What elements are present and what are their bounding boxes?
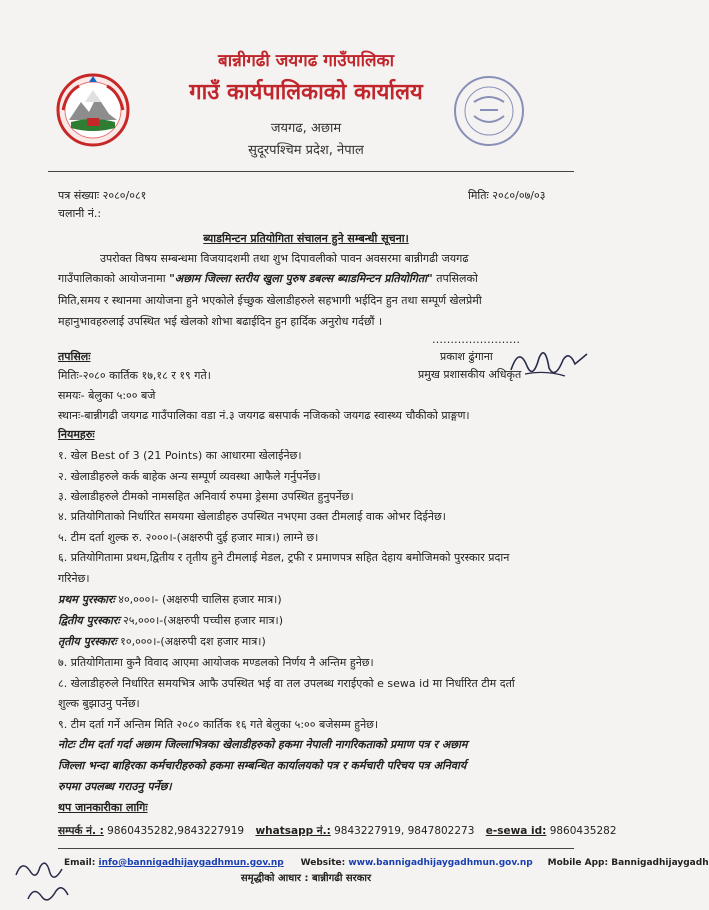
signatory-name: प्रकाश ढुंगाना xyxy=(440,350,493,363)
prize-first-label: प्रथम पुरस्कारः xyxy=(58,593,115,606)
rule-6-cont: गरिनेछ। xyxy=(58,572,90,585)
rules-heading: नियमहरुः xyxy=(58,428,95,441)
rule-6: ६. प्रतियोगितामा प्रथम,द्वितीय र तृतीय हुने टीमलाई मेडल, ट्रफी र प्रमाणपत्र सहित देहाय बमोजिमको पुरस्कार प्रदान xyxy=(58,551,510,564)
rule-3: ३. खेलाडीहरुले टीमको नामसहित अनिवार्य रुपमा ड्रेसमा उपस्थित हुनुपर्नेछ। xyxy=(58,490,354,503)
note-line-3: रुपमा उपलब्ध गराउनु पर्नेछ। xyxy=(58,780,172,793)
note-line-2: जिल्ला भन्दा बाहिरका कर्मचारीहरुको हकमा सम्बन्धित कार्यालयको पत्र र कर्मचारी परिचय पत्र अनिवार्य xyxy=(58,759,467,772)
footer-app-label: Mobile App: xyxy=(547,858,612,868)
footer-website-link[interactable]: www.bannigadhijaygadhmun.gov.np xyxy=(348,858,533,868)
whatsapp-label: whatsapp नं.: xyxy=(255,825,331,837)
contact-heading: थप जानकारीका लागिः xyxy=(58,801,148,814)
rule-1: १. खेल Best of 3 (21 Points) का आधारमा खेलाईनेछ। xyxy=(58,449,302,462)
whatsapp-value: 9843227919, 9847802273 xyxy=(330,825,475,837)
footer-email-link[interactable]: info@bannigadhijaygadhmun.gov.np xyxy=(98,858,284,868)
footer-divider xyxy=(58,848,574,849)
event-venue: स्थानः-बान्नीगढी जयगढ गाउँपालिका वडा नं.३ जयगढ बसपार्क नजिकको जयगढ स्वास्थ्य चौकीको प्राङ्गण। xyxy=(58,409,470,422)
letter-number: पत्र संख्याः २०८०/०८१ xyxy=(58,189,147,202)
footer-app-name: Bannigadhijaygadh xyxy=(611,858,709,868)
rule-8: ८. खेलाडीहरुले निर्धारित समयभित्र आफै उपस्थित भई वा तल उपलब्ध गराईएको e sewa id मा निर्धारित टीम दर्ता xyxy=(58,677,515,690)
details-heading: तपसिलः xyxy=(58,350,91,363)
prize-second-label: द्वितीय पुरस्कारः xyxy=(58,614,120,627)
note-line-1: नोटः टीम दर्ता गर्दा अछाम जिल्लाभित्रका खेलाडीहरुको हकमा नेपाली नागरिकताको प्रमाण पत्र र अछाम xyxy=(58,738,468,751)
event-title: "अछाम जिल्ला स्तरीय खुला पुरुष डबल्स ब्याडमिन्टन प्रतियोगिता" xyxy=(169,272,433,285)
contact-line xyxy=(58,824,617,838)
signature-dots: …………………… xyxy=(432,333,520,346)
rule-5: ५. टीम दर्ता शुल्क रु. २०००।-(अक्षरुपी दुई हजार मात्र।) लाग्ने छ। xyxy=(58,531,319,544)
rule-7: ७. प्रतियोगितामा कुनै विवाद आएमा आयोजक मण्डलको निर्णय नै अन्तिम हुनेछ। xyxy=(58,656,374,669)
body-line-4: महानुभावहरुलाई उपस्थित भई खेलको शोभा बढाईदिन हुन हार्दिक अनुरोध गर्दछौं । xyxy=(58,315,383,328)
prize-third xyxy=(58,635,266,649)
prize-first xyxy=(58,593,282,607)
prize-third-label: तृतीय पुरस्कारः xyxy=(58,635,117,648)
dispatch-number: चलानी नं.: xyxy=(58,207,102,220)
body-line-2 xyxy=(58,272,478,286)
prize-first-value: ४०,०००।- (अक्षरुपी चालिस हजार मात्र।) xyxy=(114,593,282,606)
body-line-2-pre: गाउँपालिकाको आयोजनामा xyxy=(58,272,170,285)
esewa-label: e-sewa id: xyxy=(485,825,547,837)
rule-9: ९. टीम दर्ता गर्ने अन्तिम मिति २०८० कार्तिक १६ गते बेलुका ५:०० बजेसम्म हुनेछ। xyxy=(58,718,379,731)
event-date: मितिः-२०८० कार्तिक १७,१८ र १९ गते। xyxy=(58,369,211,382)
prize-second xyxy=(58,614,283,628)
subject-line: ब्याडमिन्टन प्रतियोगिता संचालन हुने सम्बन्धी सूचना। xyxy=(203,232,409,245)
signatory-title: प्रमुख प्रशासकीय अधिकृत xyxy=(418,368,522,381)
rule-2: २. खेलाडीहरुले कर्क बाहेक अन्य सम्पूर्ण व्यवस्था आफैले गर्नुपर्नेछ। xyxy=(58,470,321,483)
footer-website-label: Website: xyxy=(300,858,349,868)
rule-8-cont: शुल्क बुझाउनु पर्नेछ। xyxy=(58,697,140,710)
footer-contacts xyxy=(64,857,709,869)
body-line-2-post: तपसिलको xyxy=(432,272,478,285)
office-location: जयगढ, अछाम xyxy=(270,121,342,136)
body-line-1: उपरोक्त विषय सम्बन्धमा विजयादशमी तथा शुभ दिपावलीको पावन अवसरमा बान्नीगढी जयगढ xyxy=(100,252,469,265)
office-province: सुदूरपश्चिम प्रदेश, नेपाल xyxy=(248,143,364,158)
letter-date: मितिः २०८०/०७/०३ xyxy=(468,189,546,202)
header-divider xyxy=(48,171,574,172)
office-stamp xyxy=(450,72,528,150)
phone-label: सम्पर्क नं. : xyxy=(58,825,104,837)
prize-second-value: २५,०००।-(अक्षरुपी पच्चीस हजार मात्र।) xyxy=(119,614,284,627)
body-line-3: मिति,समय र स्थानमा आयोजना हुने भएकोले ईच्छुक खेलाडीहरुले सहभागी भईदिन हुन तथा सम्पूर्ण खेलप्रेमी xyxy=(58,294,482,307)
office-name: गाउँ कार्यपालिकाको कार्यालय xyxy=(189,80,423,105)
phone-value: 9860435282,9843227919 xyxy=(103,825,245,837)
footer-email-label: Email: xyxy=(64,858,99,868)
prize-third-value: १०,०००।-(अक्षरुपी दश हजार मात्र।) xyxy=(116,635,266,648)
rule-4: ४. प्रतियोगिताको निर्धारित समयमा खेलाडीहरु उपस्थित नभएमा उक्त टीमलाई वाक ओभर दिईनेछ। xyxy=(58,510,446,523)
esewa-value: 9860435282 xyxy=(546,825,617,837)
footer-motto: समृद्धीको आधार : बान्नीगढी सरकार xyxy=(240,873,372,884)
event-time: समयः- बेलुका ५:०० बजे xyxy=(58,389,156,402)
municipality-name: बान्नीगढी जयगढ गाउँपालिका xyxy=(218,51,394,71)
